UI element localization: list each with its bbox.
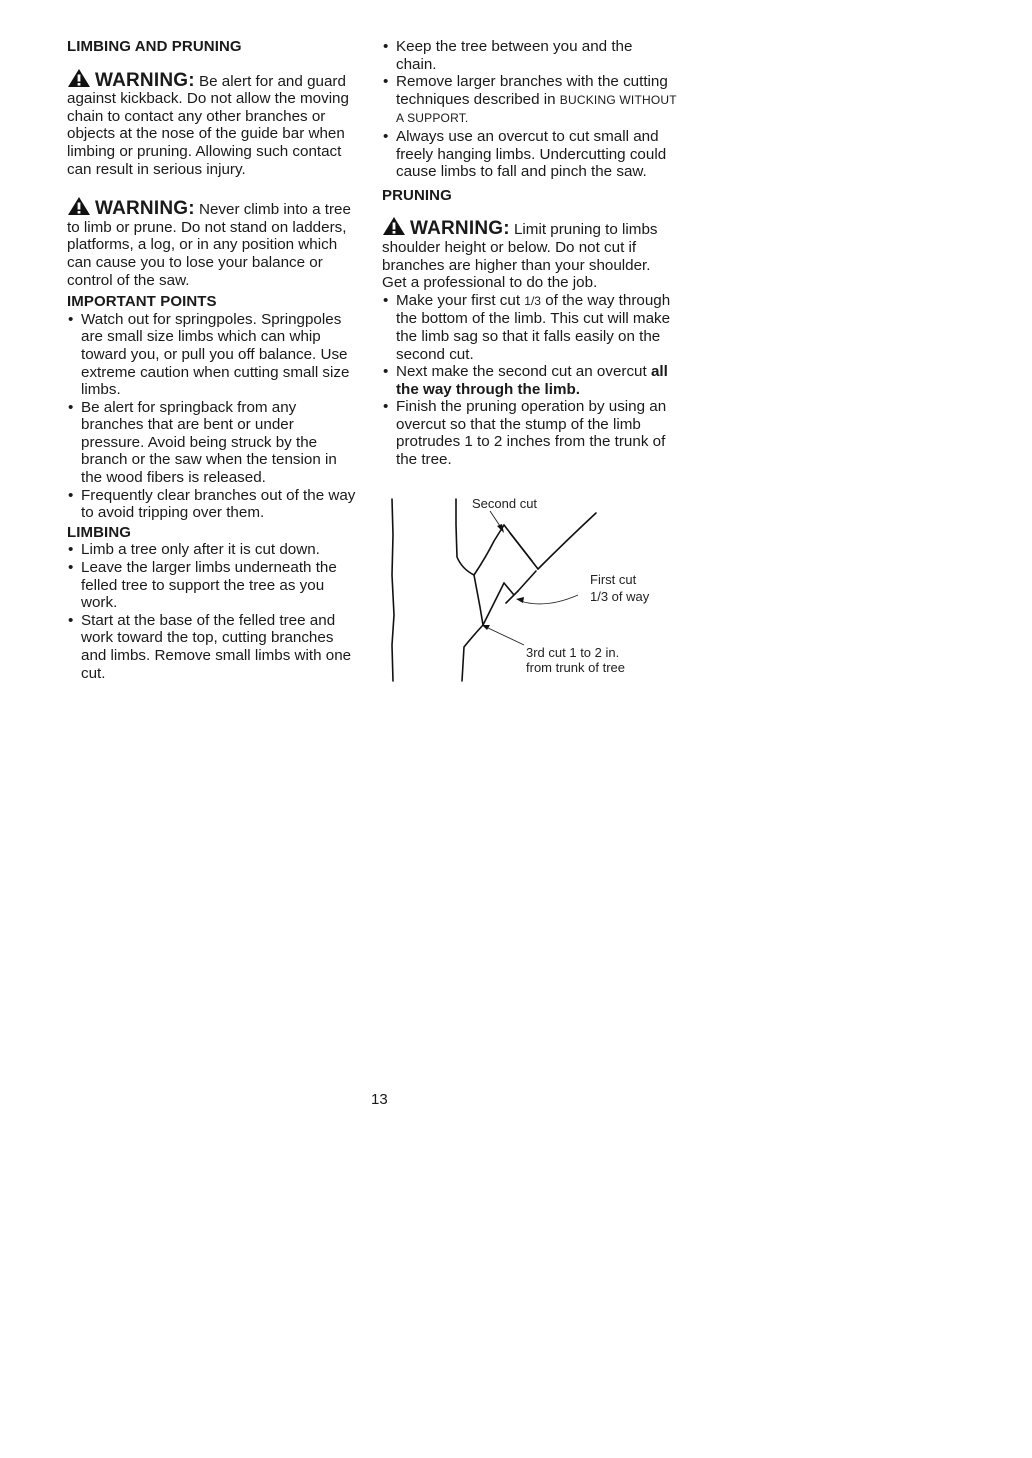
warning-label: WARNING:	[95, 69, 195, 91]
leader-first-cut	[520, 595, 578, 604]
leader-third-cut	[486, 627, 524, 645]
warning-text: guard against kickback. Do not allow the moving chain to contact any other branches or objects at the nose of the guide bar when limbing or pruning. Allowing such contact can result in serious injury.	[67, 72, 349, 178]
bullet-icon: •	[383, 73, 389, 91]
limb-lower-edge-2	[518, 571, 536, 591]
warning-label: WARNING:	[95, 198, 195, 220]
list-item: • Remove larger branches with the cutting techniques described in BUCKING WITHOUT A SUPPORT.	[383, 73, 677, 126]
warning-text: tree to limb or prune. Do not stand on ladders, platforms, a log, or in any position which can cause you to lose your balance or control of the saw.	[67, 201, 351, 289]
list-item: • Watch out for springpoles. Springpoles are small size limbs which can whip toward you, or pull you off balance. Use extreme caution when cutting small size limbs.	[68, 310, 350, 399]
warning-triangle-icon	[67, 68, 91, 88]
section-title-limbing: LIMBING	[67, 523, 132, 541]
warning-lead: Be alert for and	[194, 72, 303, 90]
bullet-icon: •	[68, 310, 74, 328]
list-item: • Frequently clear branches out of the way to avoid tripping over them.	[68, 486, 356, 522]
list-item: • Always use an overcut to cut small and freely hanging limbs. Undercutting could cause limbs to fall and pinch the saw.	[383, 127, 667, 181]
limb-lower-edge	[483, 583, 504, 625]
trunk-left-edge	[392, 499, 394, 681]
warning-kickback	[67, 68, 359, 179]
bullet-icon: •	[383, 363, 389, 381]
section-title-pruning: PRUNING	[382, 186, 452, 204]
third-cut-distance-label: from trunk of tree	[526, 660, 625, 675]
pruning-cuts-diagram	[386, 495, 686, 685]
list-item: • Start at the base of the felled tree and work toward the top, cutting branches and limbs. Remove small limbs with one cut.	[68, 611, 352, 682]
warning-climb	[67, 196, 359, 289]
right-column	[382, 38, 677, 469]
limb-end-upper	[538, 513, 596, 569]
warning-lead: Never climb into a	[194, 201, 321, 219]
list-item: • Limb a tree only after it is cut down.	[68, 541, 320, 559]
bullet-icon: •	[68, 611, 74, 629]
second-cut-label: Second cut	[472, 496, 538, 511]
page-number: 13	[371, 1091, 388, 1108]
bullet-icon: •	[68, 398, 74, 416]
bullet-icon: •	[383, 291, 389, 309]
list-item: • Next make the second cut an overcut all the way through the limb.	[383, 363, 668, 398]
list-item: • Keep the tree between you and the chain.	[383, 38, 633, 73]
section-title-important-points: IMPORTANT POINTS	[67, 293, 217, 311]
trunk-right-edge	[456, 499, 483, 681]
limbing-points-list	[67, 541, 359, 682]
warning-triangle-icon	[67, 196, 91, 216]
bullet-icon: •	[383, 127, 389, 145]
bullet-icon: •	[68, 559, 74, 577]
warning-triangle-icon	[382, 216, 406, 236]
warning-lead: Limit pruning to limbs	[509, 221, 658, 239]
list-item: • Leave the larger limbs underneath the felled tree to support the tree as you work.	[68, 559, 337, 612]
arrow-head-third-cut	[482, 625, 490, 630]
arrow-head-first-cut	[516, 597, 524, 603]
warning-pruning-height	[382, 216, 677, 291]
left-column	[67, 38, 359, 682]
second-cut-inner	[510, 533, 532, 561]
important-points-list	[67, 311, 359, 522]
third-cut-label: 3rd cut 1 to 2 in.	[526, 645, 620, 660]
cross-reference: BUCKING WITHOUT A SUPPORT.	[396, 92, 677, 126]
limb-upper-edge	[474, 525, 504, 575]
list-item: • Make your first cut 1/3 of the way through the bottom of the limb. This cut will make the limb sag so that it falls easily on the second cut.	[383, 291, 671, 363]
branch-points-list	[382, 38, 677, 181]
first-cut	[504, 583, 518, 603]
bullet-icon: •	[68, 486, 74, 504]
pruning-points-list	[382, 292, 677, 469]
first-cut-label: First cut	[590, 572, 637, 587]
section-title-limbing-pruning: LIMBING AND PRUNING	[67, 38, 242, 55]
bullet-icon: •	[68, 541, 74, 559]
list-item: • Be alert for springback from any branches that are bent or under pressure. Avoid being struck by the branch or the saw when the tension in the wood fibers is released.	[68, 398, 337, 487]
warning-text: shoulder height or below. Do not cut if branches are higher than your shoulder. Get a professional to do the job.	[382, 238, 651, 292]
bullet-icon: •	[383, 38, 389, 55]
list-item: • Finish the pruning operation by using an overcut so that the stump of the limb protrudes 1 to 2 inches from the trunk of the tree.	[383, 398, 667, 469]
warning-label: WARNING:	[410, 218, 510, 240]
first-cut-fraction-label: 1/3 of way	[590, 589, 650, 604]
bullet-icon: •	[383, 398, 389, 416]
